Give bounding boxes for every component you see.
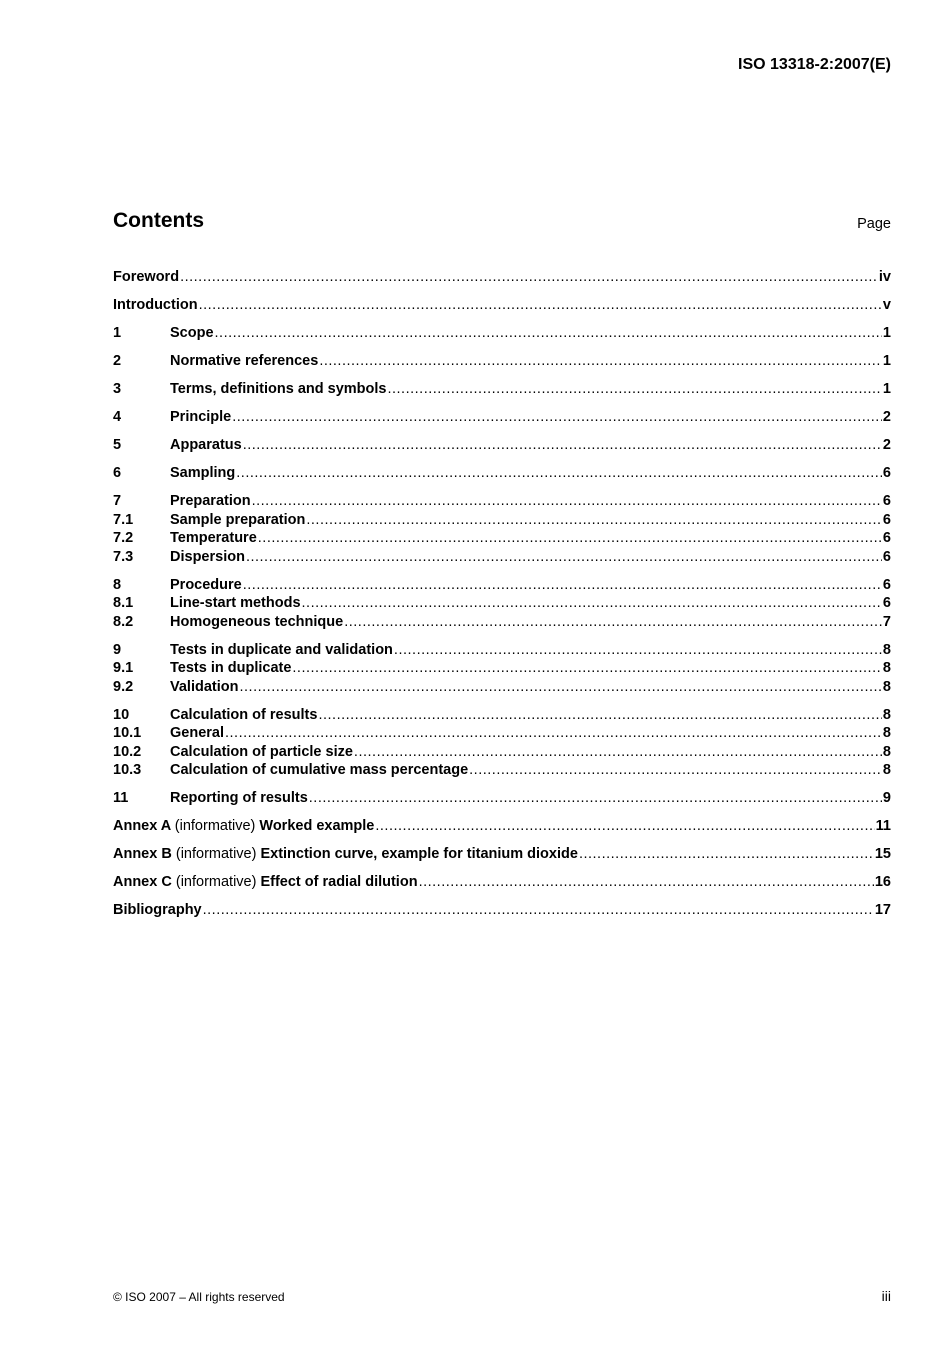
toc-entry-page: 8 <box>882 725 891 741</box>
leader-dots <box>318 707 881 723</box>
toc-entry-title: Bibliography <box>113 902 202 918</box>
toc-entry-title: Introduction <box>113 297 198 313</box>
toc-entry-number: 10.3 <box>113 762 142 778</box>
toc-entry-preparation[interactable] <box>113 493 891 512</box>
toc-entry-page: 8 <box>882 678 891 695</box>
toc-entry-title: Line-start methods <box>170 595 301 611</box>
toc-entry-title: Tests in duplicate and validation <box>170 641 393 658</box>
annex-informative-tag: (informative) <box>175 874 257 890</box>
toc-annex-label <box>113 846 578 862</box>
toc-entry-number: 8.2 <box>113 613 134 630</box>
leader-dots <box>215 325 882 341</box>
toc-entry-page: 6 <box>882 576 891 593</box>
toc-entry-title: Procedure <box>170 576 242 593</box>
annex-informative-tag: (informative) <box>174 818 256 834</box>
leader-dots <box>252 493 882 509</box>
toc-entry-sample-preparation[interactable] <box>113 512 891 531</box>
leader-dots <box>309 790 882 806</box>
leader-dots <box>246 549 882 565</box>
toc-entry-annex-c[interactable] <box>113 874 891 893</box>
toc-entry-number: 1 <box>113 325 122 341</box>
toc-entry-page: 6 <box>882 511 891 528</box>
leader-dots <box>394 642 882 658</box>
toc-entry-title: Calculation of results <box>170 706 318 723</box>
toc-entry-line-start-methods[interactable] <box>113 595 891 614</box>
annex-informative-tag: (informative) <box>175 846 257 862</box>
toc-annex-label <box>113 874 418 890</box>
toc-entry-number: 7.3 <box>113 548 134 565</box>
toc-entry-page: 6 <box>882 530 891 546</box>
toc-entry-tests-duplicate-validation[interactable] <box>113 642 891 661</box>
toc-entry-title: Sampling <box>170 465 236 481</box>
toc-entry-number: 10 <box>113 706 130 723</box>
toc-entry-title: Dispersion <box>170 548 245 565</box>
toc-entry-tests-in-duplicate[interactable] <box>113 660 891 679</box>
toc-entry-page: 1 <box>882 325 891 341</box>
leader-dots <box>199 297 882 313</box>
toc-annex-label <box>113 818 374 834</box>
copyright-notice: © ISO 2007 – All rights reserved <box>113 1290 285 1304</box>
toc-entry-title: Calculation of particle size <box>170 743 353 760</box>
toc-entry-number: 9 <box>113 641 122 658</box>
table-of-contents <box>113 269 891 921</box>
toc-entry-title: Homogeneous technique <box>170 613 344 630</box>
toc-entry-page: iv <box>878 269 891 285</box>
toc-entry-title: Principle <box>170 409 232 425</box>
contents-heading: Contents <box>113 209 204 232</box>
toc-entry-apparatus[interactable] <box>113 437 891 456</box>
toc-entry-page: 6 <box>882 548 891 565</box>
toc-entry-page: 2 <box>882 437 891 453</box>
toc-entry-temperature[interactable] <box>113 530 891 549</box>
toc-entry-title: Apparatus <box>170 437 242 453</box>
toc-entry-title: General <box>170 725 224 741</box>
toc-entry-title: Foreword <box>113 269 180 285</box>
toc-entry-number: 10.1 <box>113 725 142 741</box>
toc-entry-number: 8 <box>113 576 122 593</box>
toc-entry-calculation-of-results[interactable] <box>113 707 891 726</box>
toc-entry-bibliography[interactable] <box>113 902 891 921</box>
toc-entry-calculation-particle-size[interactable] <box>113 744 891 763</box>
toc-entry-title: Normative references <box>170 353 319 369</box>
toc-entry-number: 8.1 <box>113 595 134 611</box>
leader-dots <box>375 818 874 834</box>
toc-entry-page: v <box>882 297 891 313</box>
toc-entry-page: 15 <box>874 846 891 862</box>
toc-entry-foreword[interactable] <box>113 269 891 288</box>
toc-entry-page: 6 <box>882 493 891 509</box>
toc-entry-page: 6 <box>882 595 891 611</box>
toc-entry-page: 16 <box>874 874 891 890</box>
toc-entry-number: 6 <box>113 465 122 481</box>
toc-entry-title: Temperature <box>170 530 257 546</box>
toc-entry-dispersion[interactable] <box>113 549 891 568</box>
toc-entry-page: 8 <box>882 706 891 723</box>
toc-entry-number: 9.2 <box>113 678 134 695</box>
toc-entry-number: 5 <box>113 437 122 453</box>
toc-entry-cumulative-mass-percentage[interactable] <box>113 762 891 781</box>
leader-dots <box>243 577 882 593</box>
toc-entry-page: 8 <box>882 762 891 778</box>
toc-entry-page: 1 <box>882 353 891 369</box>
toc-entry-title: Tests in duplicate <box>170 660 292 676</box>
leader-dots <box>419 874 874 890</box>
toc-entry-terms-definitions[interactable] <box>113 381 891 400</box>
toc-entry-general[interactable] <box>113 725 891 744</box>
toc-entry-number: 7 <box>113 493 122 509</box>
page-number: iii <box>881 1288 891 1304</box>
leader-dots <box>306 512 882 528</box>
toc-entry-validation[interactable] <box>113 679 891 698</box>
leader-dots <box>387 381 881 397</box>
leader-dots <box>180 269 878 285</box>
toc-entry-page: 11 <box>875 818 891 834</box>
leader-dots <box>292 660 882 676</box>
toc-entry-page: 8 <box>882 743 891 760</box>
toc-entry-normative-references[interactable] <box>113 353 891 372</box>
toc-entry-number: 4 <box>113 409 122 425</box>
toc-entry-number: 7.2 <box>113 530 134 546</box>
document-id: ISO 13318-2:2007(E) <box>738 56 891 73</box>
leader-dots <box>258 530 882 546</box>
leader-dots <box>225 725 882 741</box>
toc-entry-page: 17 <box>874 902 891 918</box>
toc-entry-page: 7 <box>882 613 891 630</box>
leader-dots <box>203 902 874 918</box>
toc-entry-page: 2 <box>882 409 891 425</box>
toc-entry-title: Validation <box>170 678 239 695</box>
toc-entry-title: Preparation <box>170 493 251 509</box>
toc-entry-page: 6 <box>882 465 891 481</box>
toc-entry-title: Calculation of cumulative mass percentage <box>170 762 469 778</box>
toc-entry-number: 7.1 <box>113 511 134 528</box>
toc-entry-scope[interactable] <box>113 325 891 344</box>
leader-dots <box>319 353 882 369</box>
toc-entry-page: 9 <box>882 790 891 806</box>
page-column-label: Page <box>857 216 891 232</box>
toc-entry-number: 2 <box>113 353 122 369</box>
leader-dots <box>579 846 874 862</box>
toc-entry-title: Terms, definitions and symbols <box>170 381 387 397</box>
toc-entry-title: Effect of radial dilution <box>260 874 418 890</box>
annex-letter: Annex A <box>113 818 171 834</box>
toc-entry-page: 1 <box>882 381 891 397</box>
leader-dots <box>240 679 882 695</box>
toc-entry-page: 8 <box>882 660 891 676</box>
toc-entry-title: Sample preparation <box>170 511 306 528</box>
leader-dots <box>236 465 882 481</box>
annex-letter: Annex C <box>113 874 172 890</box>
toc-entry-number: 10.2 <box>113 743 142 760</box>
leader-dots <box>232 409 882 425</box>
leader-dots <box>344 614 882 630</box>
toc-entry-number: 11 <box>113 790 129 806</box>
leader-dots <box>243 437 882 453</box>
toc-entry-number: 9.1 <box>113 660 134 676</box>
toc-entry-title: Worked example <box>259 818 375 834</box>
leader-dots <box>302 595 882 611</box>
toc-entry-sampling[interactable] <box>113 465 891 484</box>
toc-entry-page: 8 <box>882 641 891 658</box>
toc-entry-annex-b[interactable] <box>113 846 891 865</box>
toc-entry-principle[interactable] <box>113 409 891 428</box>
leader-dots <box>469 762 882 778</box>
toc-entry-homogeneous-technique[interactable] <box>113 614 891 633</box>
toc-entry-title: Reporting of results <box>170 790 308 806</box>
toc-entry-title: Scope <box>170 325 214 341</box>
toc-entry-title: Extinction curve, example for titanium dioxide <box>260 846 578 862</box>
leader-dots <box>354 744 882 760</box>
toc-entry-introduction[interactable] <box>113 297 891 316</box>
toc-entry-annex-a[interactable] <box>113 818 891 837</box>
toc-entry-number: 3 <box>113 381 122 397</box>
annex-letter: Annex B <box>113 846 172 862</box>
toc-entry-procedure[interactable] <box>113 577 891 596</box>
toc-entry-reporting-of-results[interactable] <box>113 790 891 809</box>
